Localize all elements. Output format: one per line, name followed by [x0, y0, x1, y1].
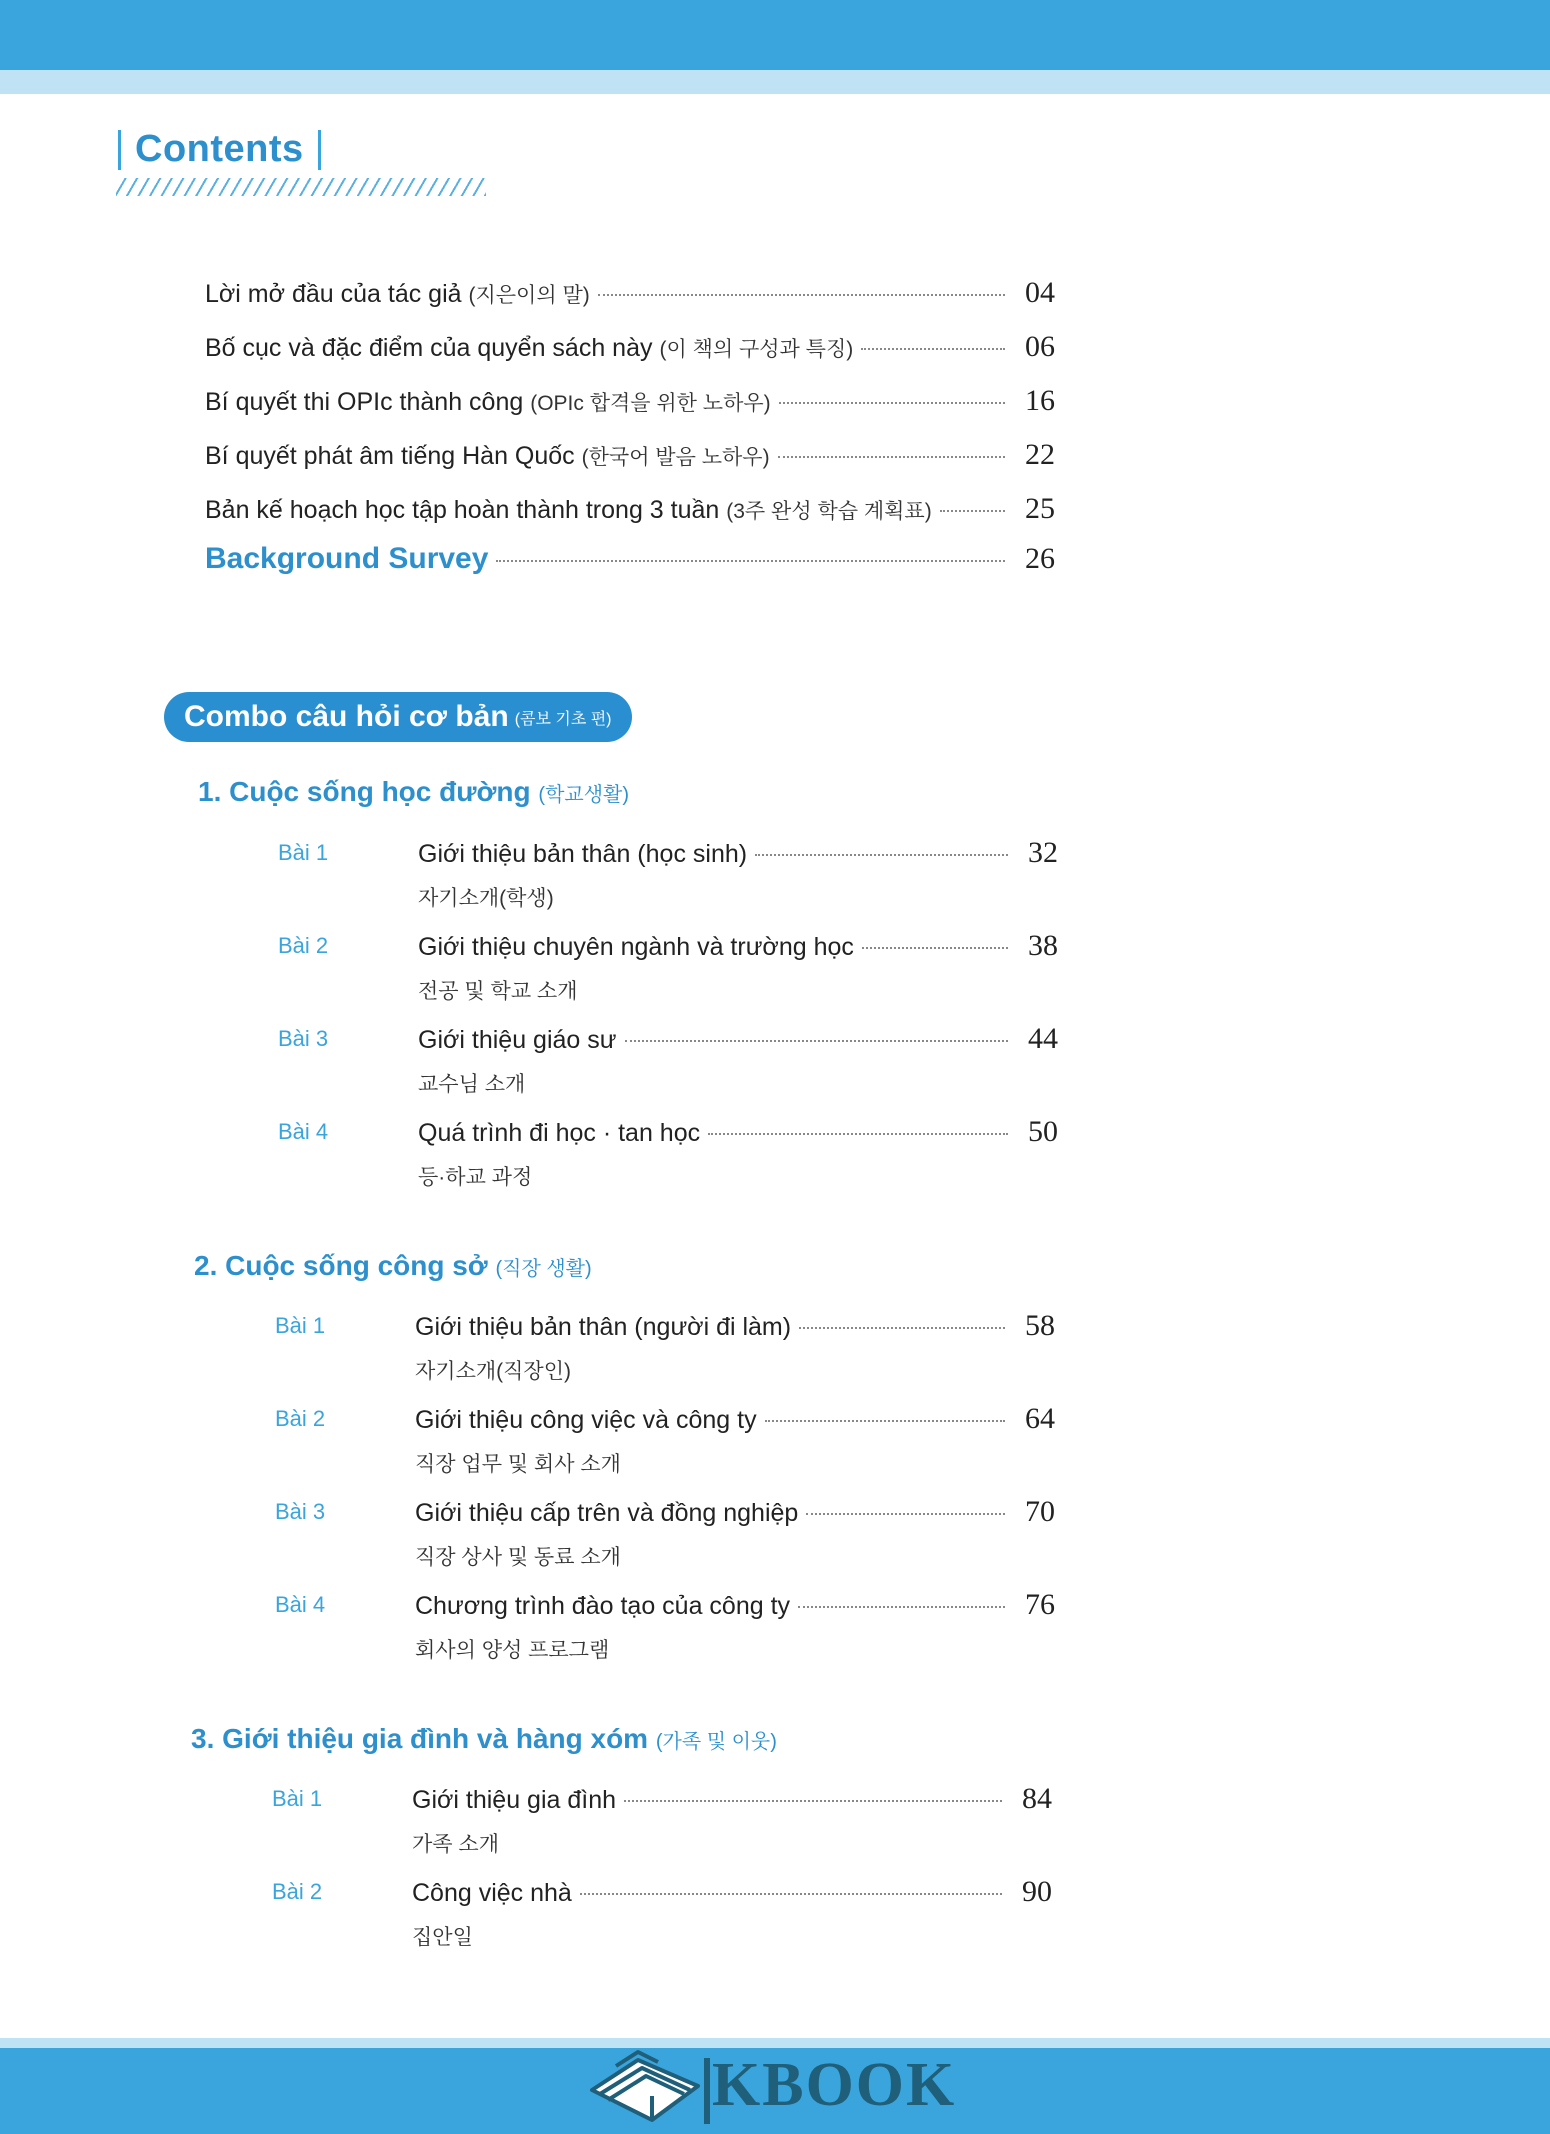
- page-number: 38: [1028, 929, 1058, 962]
- lesson-title: Công việc nhà: [412, 1879, 572, 1907]
- heading-hatch-decoration: [116, 178, 486, 196]
- lesson-title-row: [415, 1588, 1055, 1622]
- page-number: 84: [1022, 1782, 1052, 1815]
- toc-entry-label: Bố cục và đặc điểm của quyển sách này (이 책의 구성과 특징): [205, 334, 854, 362]
- toc-entry-label: Bí quyết thi OPIc thành công (OPIc 합격을 위한 노하우): [205, 388, 771, 416]
- lesson-number: Bài 1: [272, 1786, 323, 1811]
- top-banner: [0, 0, 1550, 70]
- page-number: 32: [1028, 836, 1058, 869]
- lesson-subtitle-kr: 가족 소개: [412, 1833, 499, 1856]
- lesson-title: Chương trình đào tạo của công ty: [415, 1592, 791, 1620]
- leader-dots: [755, 854, 1008, 856]
- lesson-title: Giới thiệu công việc và công ty: [415, 1406, 757, 1434]
- lesson-title-row: [415, 1495, 1055, 1529]
- toc-entry[interactable]: [205, 492, 1055, 526]
- lesson-title: Giới thiệu cấp trên và đồng nghiệp: [415, 1499, 799, 1527]
- lesson-title: Giới thiệu bản thân (học sinh): [418, 840, 748, 868]
- toc-entry[interactable]: [205, 276, 1055, 310]
- page-number: 58: [1025, 1309, 1055, 1342]
- leader-dots: [861, 348, 1005, 350]
- section-heading: 3. Giới thiệu gia đình và hàng xóm (가족 및 이웃): [191, 1723, 777, 1754]
- leader-dots: [778, 456, 1005, 458]
- heading-bar-right: [318, 130, 321, 170]
- lesson-subtitle-kr: 집안일: [412, 1926, 473, 1949]
- page-number: 04: [1025, 276, 1055, 309]
- page-number: 76: [1025, 1588, 1055, 1621]
- toc-entry[interactable]: [205, 384, 1055, 418]
- leader-dots: [806, 1513, 1005, 1515]
- leader-dots: [799, 1327, 1005, 1329]
- lesson-number: Bài 2: [272, 1879, 323, 1904]
- lesson-number: Bài 3: [275, 1499, 326, 1524]
- heading-bar-left: [118, 130, 121, 170]
- lesson-subtitle-kr: 회사의 양성 프로그램: [415, 1639, 610, 1662]
- lesson-title-row: [415, 1402, 1055, 1436]
- toc-entry-label: Background Survey: [205, 542, 489, 575]
- lesson-number: Bài 4: [275, 1592, 326, 1617]
- page-title: Contents: [135, 128, 304, 170]
- section-heading: 1. Cuộc sống học đường (학교생활): [198, 776, 630, 807]
- top-banner-stripe: [0, 70, 1550, 94]
- page-number: 25: [1025, 492, 1055, 525]
- leader-dots: [580, 1893, 1002, 1895]
- lesson-subtitle-kr: 전공 및 학교 소개: [418, 980, 578, 1003]
- lesson-number: Bài 2: [275, 1406, 326, 1431]
- leader-dots: [598, 294, 1005, 296]
- lesson-title-row: [418, 929, 1058, 963]
- leader-dots: [862, 947, 1008, 949]
- leader-dots: [708, 1133, 1008, 1135]
- lesson-title-row: [418, 1115, 1058, 1149]
- page-number: 16: [1025, 384, 1055, 417]
- lesson-subtitle-kr: 직장 업무 및 회사 소개: [415, 1453, 621, 1476]
- lesson-title-row: [412, 1782, 1052, 1816]
- lesson-subtitle-kr: 자기소개(직장인): [415, 1360, 571, 1383]
- page-number: 90: [1022, 1875, 1052, 1908]
- lesson-title-row: [415, 1309, 1055, 1343]
- section-heading: 2. Cuộc sống công sở (직장 생활): [194, 1250, 592, 1281]
- leader-dots: [624, 1800, 1002, 1802]
- lesson-number: Bài 2: [278, 933, 329, 958]
- lesson-subtitle-kr: 직장 상사 및 동료 소개: [415, 1546, 621, 1569]
- lesson-subtitle-kr: 자기소개(학생): [418, 887, 554, 910]
- page-number: 70: [1025, 1495, 1055, 1528]
- leader-dots: [625, 1040, 1009, 1042]
- lesson-subtitle-kr: 교수님 소개: [418, 1073, 526, 1096]
- leader-dots: [798, 1606, 1005, 1608]
- toc-entry-background-survey[interactable]: [205, 542, 1055, 576]
- lesson-number: Bài 1: [278, 840, 329, 865]
- lesson-number: Bài 4: [278, 1119, 329, 1144]
- leader-dots: [765, 1420, 1005, 1422]
- lesson-title: Giới thiệu gia đình: [412, 1786, 617, 1814]
- lesson-title: Giới thiệu bản thân (người đi làm): [415, 1313, 792, 1341]
- toc-entry[interactable]: [205, 330, 1055, 364]
- lesson-title-row: [412, 1875, 1052, 1909]
- toc-entry-label: Bí quyết phát âm tiếng Hàn Quốc (한국어 발음 노하우): [205, 442, 770, 470]
- page-number: 26: [1025, 542, 1055, 575]
- toc-entry[interactable]: [205, 438, 1055, 472]
- lesson-title-row: [418, 836, 1058, 870]
- page-number: 22: [1025, 438, 1055, 471]
- combo-label: Combo câu hỏi cơ bản: [184, 700, 509, 733]
- leader-dots: [779, 402, 1005, 404]
- combo-label-kr: (콤보 기초 편): [514, 710, 612, 728]
- lesson-number: Bài 1: [275, 1313, 326, 1338]
- page-number: 50: [1028, 1115, 1058, 1148]
- kbook-logo-text: KBOOK: [712, 2051, 957, 2119]
- page-number: 44: [1028, 1022, 1058, 1055]
- lesson-title: Quá trình đi học · tan học: [418, 1119, 701, 1147]
- leader-dots: [940, 510, 1005, 512]
- lesson-number: Bài 3: [278, 1026, 329, 1051]
- combo-section-badge: [164, 692, 632, 742]
- toc-entry-label: Lời mở đầu của tác giả (지은이의 말): [205, 280, 590, 308]
- page-number: 64: [1025, 1402, 1055, 1435]
- lesson-title: Giới thiệu chuyên ngành và trường học: [418, 933, 854, 961]
- leader-dots: [496, 560, 1005, 562]
- toc-entry-label: Bản kế hoạch học tập hoàn thành trong 3 tuần (3주 완성 학습 계획표): [205, 496, 932, 524]
- lesson-title-row: [418, 1022, 1058, 1056]
- page-number: 06: [1025, 330, 1055, 363]
- contents-heading: [118, 128, 321, 171]
- lesson-title: Giới thiệu giáo sư: [418, 1026, 617, 1054]
- lesson-subtitle-kr: 등·하교 과정: [418, 1166, 533, 1189]
